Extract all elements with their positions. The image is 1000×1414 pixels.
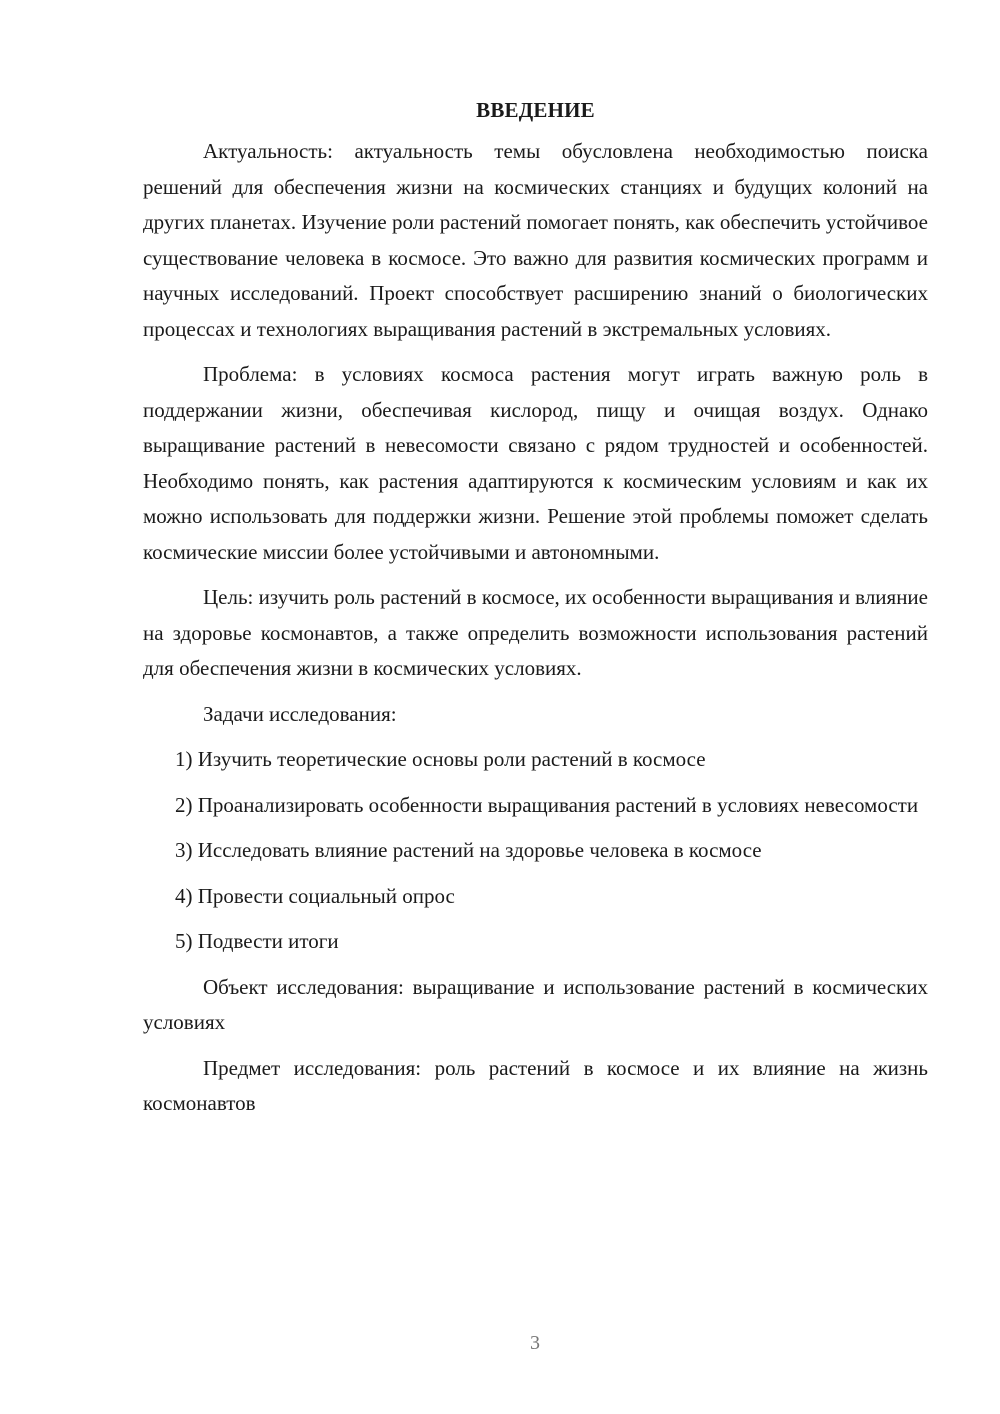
paragraph-relevance: Актуальность: актуальность темы обусловлена необходимостью поиска решений для обеспечения жизни на космических станциях и будущих колоний на других планетах. Изучение роли растений помогает понять, как обеспечить устойчивое существование человека в космосе. Это важно для развития космических программ и научных исследований. Проект способствует расширению знаний о биологических процессах и технологиях выращивания растений в экстремальных условиях. [143,139,928,341]
page-content [143,92,928,1132]
paragraph-goal: Цель: изучить роль растений в космосе, их особенности выращивания и влияние на здоровье космонавтов, а также определить возможности использования растений для обеспечения жизни в космических условиях. [143,585,928,680]
tasks-list [143,742,928,960]
paragraph-subject: Предмет исследования: роль растений в космосе и их влияние на жизнь космонавтов [143,1055,928,1115]
task-item: 4) Провести социальный опрос [175,883,455,908]
task-item: 2) Проанализировать особенности выращивания растений в условиях невесомости [175,792,919,817]
task-item: 1) Изучить теоретические основы роли растений в космосе [175,747,706,771]
paragraph-object: Объект исследования: выращивание и использование растений в космических условиях [143,974,928,1034]
paragraph-problem: Проблема: в условиях космоса растения могут играть важную роль в поддержании жизни, обеспечивая кислород, пищу и очищая воздух. Однако выращивание растений в невесомости связано с рядом трудностей и особенностей. Необходимо понять, как растения адаптируются к космическим условиям и как их можно использовать для поддержки жизни. Решение этой проблемы поможет сделать космические миссии более устойчивыми и автономными. [143,362,928,564]
task-item: 3) Исследовать влияние растений на здоровье человека в космосе [175,838,762,862]
task-item: 5) Подвести итоги [175,929,339,953]
page-number: 3 [530,1332,540,1354]
tasks-heading: Задачи исследования: [203,701,397,726]
page-title: ВВЕДЕНИЕ [476,98,595,122]
